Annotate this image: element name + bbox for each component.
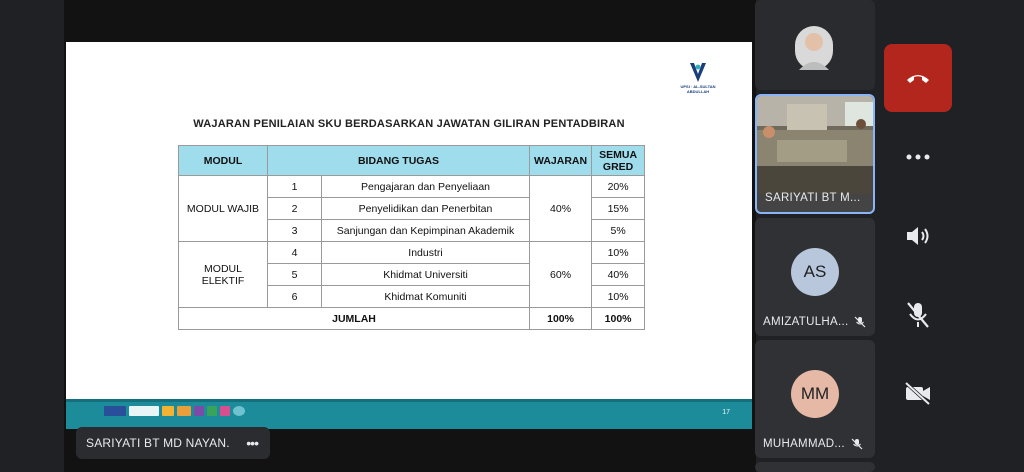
gred-cell: 40% xyxy=(592,264,645,286)
row-number: 6 xyxy=(268,286,322,308)
presenter-name-pill[interactable] xyxy=(76,427,270,459)
participant-name: SARIYATI BT M... xyxy=(765,192,861,204)
header-bidang: BIDANG TUGAS xyxy=(268,146,530,176)
participant-label xyxy=(765,192,861,204)
row-number: 5 xyxy=(268,264,322,286)
table-header-row xyxy=(179,146,645,176)
task-cell: Sanjungan dan Kepimpinan Akademik xyxy=(322,220,530,242)
shared-slide xyxy=(66,42,752,429)
task-cell: Industri xyxy=(322,242,530,264)
camera-button[interactable] xyxy=(884,362,952,424)
slide-footer xyxy=(66,399,752,429)
row-number: 3 xyxy=(268,220,322,242)
gred-cell: 15% xyxy=(592,198,645,220)
wajaran-cell: 60% xyxy=(530,242,592,308)
table-row xyxy=(179,176,645,198)
gred-cell: 10% xyxy=(592,286,645,308)
page-number: 17 xyxy=(722,409,730,416)
speaker-icon xyxy=(904,224,932,248)
presenter-more-icon[interactable]: ••• xyxy=(246,435,258,451)
participant-video xyxy=(757,96,873,194)
table-total-row xyxy=(179,308,645,330)
avatar: AS xyxy=(791,248,839,296)
task-cell: Khidmat Komuniti xyxy=(322,286,530,308)
task-cell: Penyelidikan dan Penerbitan xyxy=(322,198,530,220)
camera-off-icon xyxy=(903,381,933,405)
table-row xyxy=(179,242,645,264)
more-options-button[interactable] xyxy=(884,126,952,188)
header-modul: MODUL xyxy=(179,146,268,176)
task-cell: Pengajaran dan Penyeliaan xyxy=(322,176,530,198)
weighting-table xyxy=(178,145,645,330)
participant-tile-muhammad[interactable] xyxy=(755,340,875,458)
row-number: 4 xyxy=(268,242,322,264)
participant-name: AMIZATULHA... xyxy=(763,316,849,328)
participant-tile-more[interactable] xyxy=(755,462,875,472)
mic-off-icon xyxy=(854,316,866,328)
end-call-button[interactable] xyxy=(884,44,952,112)
participant-tile-sariyati[interactable] xyxy=(755,94,875,214)
more-icon xyxy=(906,154,930,160)
microphone-button[interactable] xyxy=(884,284,952,346)
mic-off-icon xyxy=(906,301,930,329)
total-gred: 100% xyxy=(592,308,645,330)
mic-off-icon xyxy=(851,438,863,450)
modul-cell: MODUL ELEKTIF xyxy=(179,242,268,308)
gred-cell: 5% xyxy=(592,220,645,242)
presenter-name: SARIYATI BT MD NAYAN. xyxy=(86,436,230,450)
participant-label xyxy=(763,438,863,450)
phone-hangup-icon xyxy=(905,72,931,84)
header-gred: SEMUA GRED xyxy=(592,146,645,176)
participant-label xyxy=(763,316,866,328)
gred-cell: 10% xyxy=(592,242,645,264)
modul-cell: MODUL WAJIB xyxy=(179,176,268,242)
total-wajaran: 100% xyxy=(530,308,592,330)
participant-tile-self[interactable] xyxy=(755,0,875,90)
row-number: 2 xyxy=(268,198,322,220)
task-cell: Khidmat Universiti xyxy=(322,264,530,286)
total-label: JUMLAH xyxy=(179,308,530,330)
gred-cell: 20% xyxy=(592,176,645,198)
participant-name: MUHAMMAD... xyxy=(763,438,845,450)
footer-logos xyxy=(104,406,245,416)
university-logo: UPSI · AL-SULTAN ABDULLAH xyxy=(678,62,718,102)
slide-title: WAJARAN PENILAIAN SKU BERDASARKAN JAWATAN GILIRAN PENTADBIRAN xyxy=(193,118,625,130)
participant-video xyxy=(755,0,875,90)
participant-tile-amizatul[interactable] xyxy=(755,218,875,336)
avatar: MM xyxy=(791,370,839,418)
speaker-button[interactable] xyxy=(884,205,952,267)
wajaran-cell: 40% xyxy=(530,176,592,242)
row-number: 1 xyxy=(268,176,322,198)
header-wajaran: WAJARAN xyxy=(530,146,592,176)
